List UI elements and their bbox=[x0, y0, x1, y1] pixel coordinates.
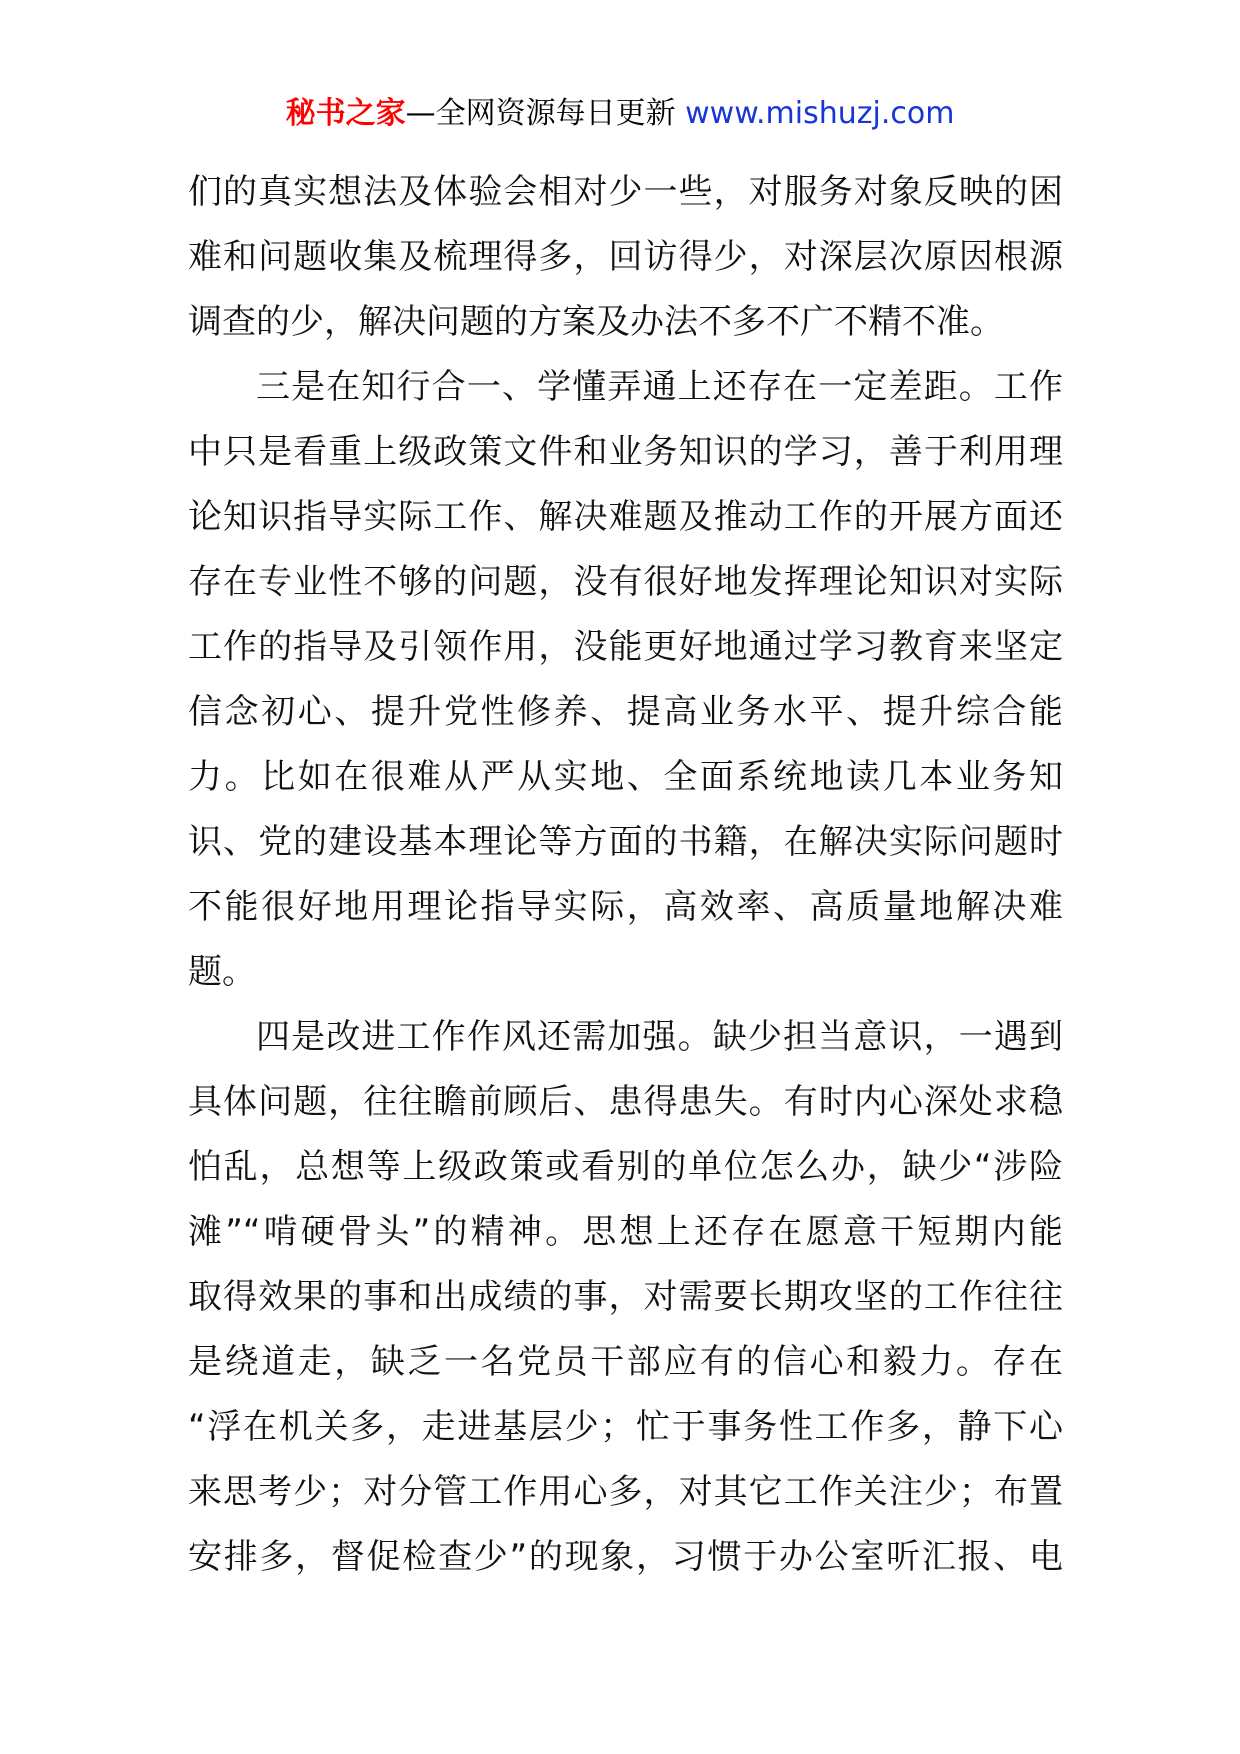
text-line: 工作的指导及引领作用，没能更好地通过学习教育来坚定 bbox=[188, 627, 1063, 667]
text-line: 滩”“啃硬骨头”的精神。思想上还存在愿意干短期内能 bbox=[188, 1212, 1063, 1252]
text-line: 怕乱，总想等上级政策或看别的单位怎么办，缺少“涉险 bbox=[188, 1147, 1063, 1187]
text-line: 力。比如在很难从严从实地、全面系统地读几本业务知 bbox=[188, 757, 1063, 797]
text-line: 论知识指导实际工作、解决难题及推动工作的开展方面还 bbox=[188, 497, 1063, 537]
text-line: 取得效果的事和出成绩的事，对需要长期攻坚的工作往往 bbox=[188, 1277, 1063, 1317]
text-line: 来思考少；对分管工作用心多，对其它工作关注少；布置 bbox=[188, 1472, 1063, 1512]
paragraph-start-line: 三是在知行合一、学懂弄通上还存在一定差距。工作 bbox=[256, 367, 1063, 407]
site-url[interactable]: www.mishuzj.com bbox=[685, 96, 955, 131]
header-slogan: —全网资源每日更新 bbox=[405, 96, 676, 131]
text-line: 信念初心、提升党性修养、提高业务水平、提升综合能 bbox=[188, 692, 1063, 732]
text-line: 存在专业性不够的问题，没有很好地发挥理论知识对实际 bbox=[188, 562, 1063, 602]
text-line: 调查的少，解决问题的方案及办法不多不广不精不准。 bbox=[188, 302, 1004, 342]
text-line: 具体问题，往往瞻前顾后、患得患失。有时内心深处求稳 bbox=[188, 1082, 1063, 1122]
text-line: “浮在机关多，走进基层少；忙于事务性工作多，静下心 bbox=[188, 1407, 1063, 1447]
text-line: 们的真实想法及体验会相对少一些，对服务对象反映的困 bbox=[188, 172, 1063, 212]
text-line: 中只是看重上级政策文件和业务知识的学习，善于利用理 bbox=[188, 432, 1063, 472]
document-body bbox=[188, 160, 1063, 1590]
paragraph-start-line: 四是改进工作作风还需加强。缺少担当意识，一遇到 bbox=[256, 1017, 1063, 1057]
brand-name: 秘书之家 bbox=[285, 96, 406, 131]
text-line: 难和问题收集及梳理得多，回访得少，对深层次原因根源 bbox=[188, 237, 1063, 277]
text-line: 是绕道走，缺乏一名党员干部应有的信心和毅力。存在 bbox=[188, 1342, 1063, 1382]
text-line: 安排多，督促检查少”的现象，习惯于办公室听汇报、电 bbox=[188, 1537, 1063, 1577]
text-line: 题。 bbox=[188, 952, 256, 992]
page-header bbox=[0, 94, 1240, 134]
text-line: 不能很好地用理论指导实际，高效率、高质量地解决难 bbox=[188, 887, 1063, 927]
text-line: 识、党的建设基本理论等方面的书籍，在解决实际问题时 bbox=[188, 822, 1063, 862]
